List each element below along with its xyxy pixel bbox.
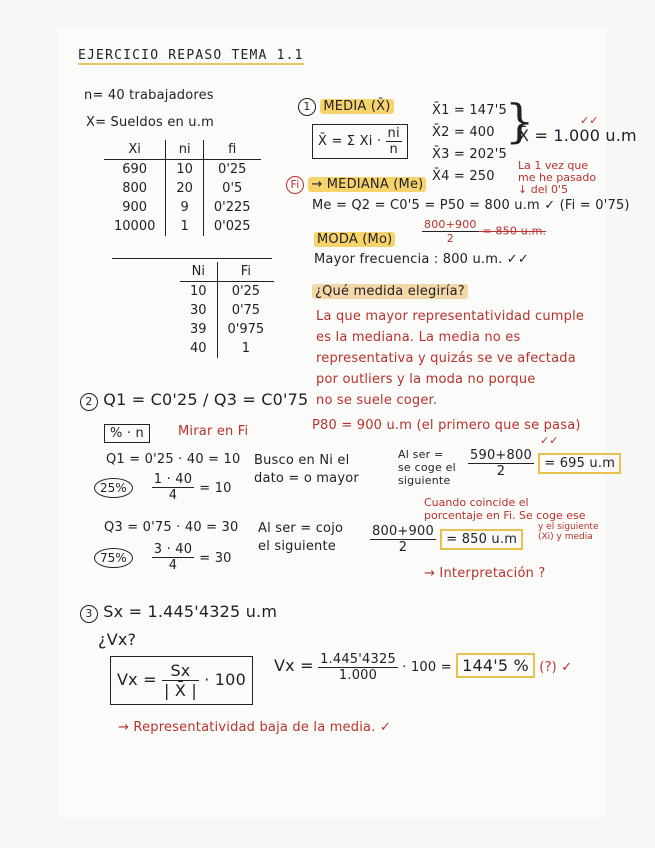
mediana-heading — [286, 176, 426, 194]
q1-check: ✓✓ — [540, 434, 559, 447]
vx2-num: 1.445'4325 — [320, 652, 396, 667]
cell: 10 — [180, 282, 217, 302]
media-check: ✓✓ — [580, 114, 599, 127]
crossed-den: 2 — [446, 232, 454, 245]
media-formula-den: n — [389, 142, 398, 157]
q1-fraction — [94, 472, 232, 503]
table-row — [104, 160, 261, 180]
answer-line: no se suele coger. — [316, 393, 438, 408]
table-row — [104, 217, 261, 236]
cell: 0'25 — [218, 162, 247, 177]
vx-question: ¿Vx? — [98, 630, 137, 649]
sx-value: Sx = 1.445'4325 u.m — [103, 602, 278, 621]
n-line: n= 40 trabajadores — [84, 88, 214, 103]
cuando-note — [424, 496, 586, 522]
alser-b-line: el siguiente — [258, 539, 336, 554]
cell: 9 — [166, 198, 204, 217]
interpretation: → Interpretación ? — [424, 566, 546, 581]
table-row — [180, 339, 274, 358]
cuando-line: (Xi) y media — [538, 532, 593, 542]
sx-line — [80, 602, 277, 623]
media-result: X̄ = 1.000 u.m — [518, 126, 637, 145]
cumulative-table — [180, 262, 274, 358]
alser-line: Al ser = — [398, 448, 444, 461]
cell: 10 — [166, 160, 204, 180]
note-line: me he pasado — [518, 171, 597, 184]
alser-b-line: Al ser = cojo — [258, 521, 344, 536]
section-number-1: 1 — [298, 98, 316, 116]
alser-line: se coge el — [398, 461, 456, 474]
answer-line: representativa y quizás se ve afectada — [316, 351, 576, 366]
section-number-3: 3 — [80, 605, 98, 623]
cell: 0'75 — [231, 303, 261, 318]
cell: 1 — [241, 341, 251, 356]
vx-formula — [110, 656, 253, 705]
cell: 0'025 — [213, 219, 251, 234]
f3-den: 4 — [168, 558, 178, 573]
answer-line: por outliers y la moda no porque — [316, 372, 536, 387]
vx2-mult: · 100 = — [402, 660, 452, 675]
q3-line: Q3 = 0'75 · 40 = 30 — [104, 520, 239, 535]
alser-note — [398, 448, 456, 487]
cell: 0'975 — [227, 322, 265, 337]
table-divider — [112, 258, 272, 259]
page-title: EJERCICIO REPASO TEMA 1.1 — [78, 48, 304, 63]
media-heading — [298, 98, 394, 116]
q1-result: = 695 u.m — [538, 453, 621, 474]
alser-line: siguiente — [398, 474, 451, 487]
cell: 39 — [180, 320, 217, 339]
answer-line: La que mayor representatividad cumple — [316, 309, 585, 324]
q-header-text: Q1 = C0'25 / Q3 = C0'75 — [103, 390, 309, 409]
pct-25: 25% — [94, 478, 133, 498]
q1-line: Q1 = 0'25 · 40 = 10 — [106, 452, 241, 467]
f3-num: 3 · 40 — [153, 542, 193, 557]
cell: 1 — [166, 217, 204, 236]
media-formula-num: ni — [387, 126, 400, 141]
mediana-formula: Me = Q2 = C0'5 = P50 = 800 u.m ✓ (Fi = 0'75) — [312, 198, 630, 213]
q3-den: 2 — [398, 540, 408, 555]
f1-res: = 10 — [199, 481, 232, 496]
cuando-note-2 — [538, 522, 599, 542]
moda-label: MODA (Mo) — [314, 232, 395, 247]
pct-n-box: % · n — [104, 424, 150, 443]
answer — [316, 306, 584, 411]
question — [312, 284, 468, 299]
q3-fraction — [94, 542, 232, 573]
col-ni-cum: Ni — [180, 262, 217, 282]
answer-line: es la mediana. La media no es — [316, 330, 521, 345]
p80-line: P80 = 900 u.m (el primero que se pasa) — [312, 418, 581, 433]
cell: 0'5 — [222, 181, 243, 196]
crossed-result: = 850 u.m. — [482, 224, 547, 238]
vx2-den: 1.000 — [338, 668, 378, 683]
moda-text: Mayor frecuencia : 800 u.m. ✓✓ — [314, 252, 529, 267]
cell: 40 — [180, 339, 217, 358]
vx-den: | X̄ | — [164, 681, 197, 700]
col-ni: ni — [166, 140, 204, 160]
vx2-lhs: Vx = — [274, 656, 314, 675]
table-row — [180, 282, 274, 302]
cell: 10000 — [104, 217, 166, 236]
partial-x3: X̄3 = 202'5 — [432, 147, 507, 162]
busco-note — [254, 452, 359, 488]
f1-num: 1 · 40 — [153, 472, 193, 487]
col-fi-cum: Fi — [217, 262, 274, 282]
partial-x2: X̄2 = 400 — [432, 125, 495, 140]
f3-res: = 30 — [199, 551, 232, 566]
mediana-crossed — [422, 218, 546, 245]
brace: } — [505, 94, 535, 148]
vx-lhs: Vx = — [117, 670, 157, 689]
question-text: ¿Qué medida elegiría? — [312, 284, 468, 299]
vx-result: 144'5 % — [456, 653, 535, 678]
cell: 0'25 — [231, 284, 261, 299]
q3-num: 800+900 — [372, 524, 434, 539]
q1-num: 590+800 — [470, 448, 532, 463]
table-row — [104, 179, 261, 198]
cell: 690 — [104, 160, 166, 180]
vx-calc — [274, 652, 572, 683]
section-number-2: 2 — [80, 393, 98, 411]
pct-75: 75% — [94, 548, 133, 568]
vx-tail: (?) ✓ — [539, 660, 573, 675]
vx-num: Sx — [162, 661, 199, 681]
col-xi: Xi — [104, 140, 166, 160]
fi-tag: Fi — [286, 176, 304, 194]
media-formula-lhs: X̄ = Σ Xi · — [318, 134, 382, 149]
moda-heading — [314, 232, 395, 247]
x-line: X= Sueldos en u.m — [86, 115, 214, 130]
frequency-table — [104, 140, 261, 236]
cuando-line: y el siguiente — [538, 522, 599, 532]
table-row — [180, 320, 274, 339]
media-partials — [432, 100, 507, 188]
f1-den: 4 — [168, 488, 178, 503]
busco-line: dato = o mayor — [254, 471, 359, 486]
cell: 900 — [104, 198, 166, 217]
q3-calc — [370, 524, 523, 555]
media-note — [518, 160, 596, 196]
busco-line: Busco en Ni el — [254, 453, 350, 468]
partial-x1: X̄1 = 147'5 — [432, 103, 507, 118]
cell: 30 — [180, 301, 217, 320]
cell: 20 — [166, 179, 204, 198]
table-row — [180, 301, 274, 320]
media-label: MEDIA (X̄) — [320, 99, 393, 114]
mirar-note: Mirar en Fi — [178, 424, 249, 439]
q3-result: = 850 u.m — [440, 529, 523, 550]
q1-den: 2 — [496, 464, 506, 479]
q-header — [80, 390, 308, 411]
cuando-line: Cuando coincide el — [424, 496, 529, 509]
col-fi: fi — [203, 140, 260, 160]
table-row — [104, 198, 261, 217]
media-formula — [312, 124, 408, 159]
note-line: ↓ del 0'5 — [518, 183, 569, 196]
vx-mult: · 100 — [204, 670, 246, 689]
cell: 0'225 — [213, 200, 251, 215]
crossed-num: 800+900 — [424, 218, 477, 231]
note-line: La 1 vez que — [518, 159, 589, 172]
mediana-label: → MEDIANA (Me) — [308, 177, 426, 192]
cell: 800 — [104, 179, 166, 198]
conclusion: → Representatividad baja de la media. ✓ — [118, 720, 391, 735]
partial-x4: X̄4 = 250 — [432, 169, 495, 184]
q1-calc — [468, 448, 621, 479]
cuando-line: porcentaje en Fi. Se coge ese — [424, 509, 586, 522]
alser-b-note — [258, 520, 343, 556]
